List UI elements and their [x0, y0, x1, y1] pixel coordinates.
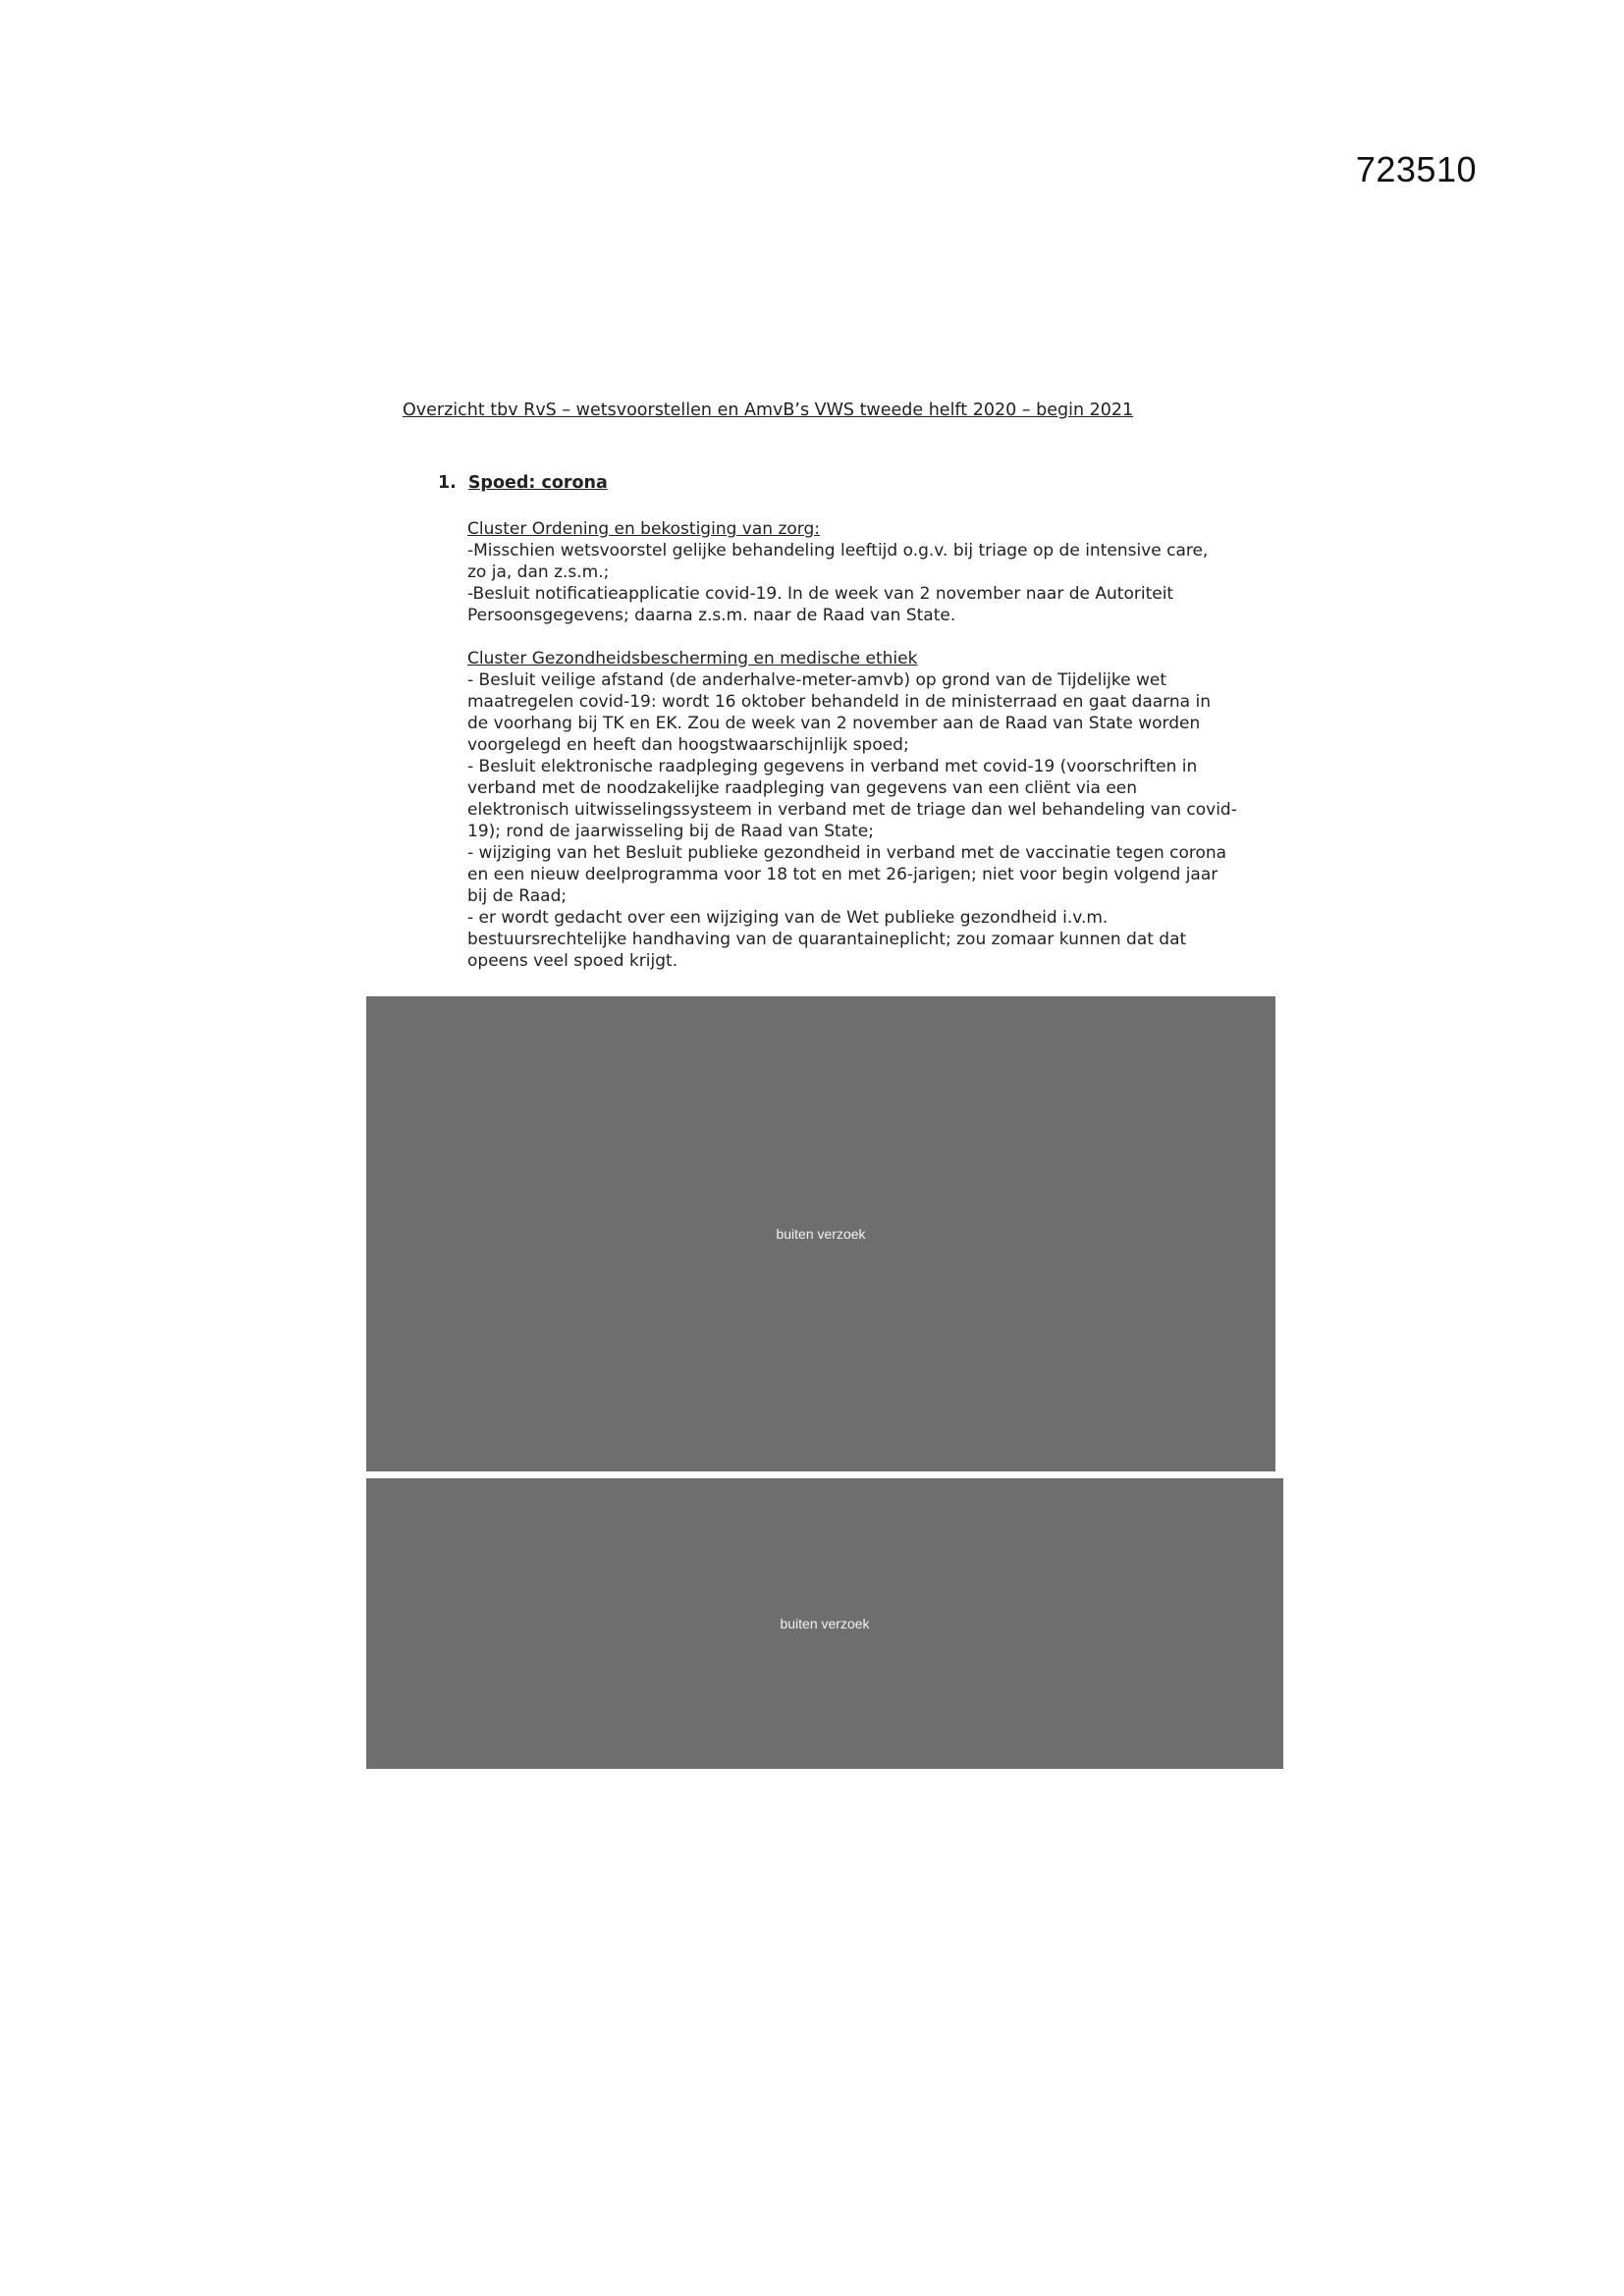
cluster-line: zo ja, dan z.s.m.; [467, 562, 610, 582]
document-title: Overzicht tbv RvS – wetsvoorstellen en AmvB’s VWS tweede helft 2020 – begin 2021 [403, 400, 1134, 420]
cluster-line: -Besluit notificatieapplicatie covid-19. In de week van 2 november naar de Autoriteit [467, 584, 1174, 604]
cluster-gezondheidsbescherming [467, 648, 1247, 972]
cluster-line: - er wordt gedacht over een wijziging van de Wet publieke gezondheid i.v.m. [467, 908, 1109, 928]
cluster-line: - Besluit elektronische raadpleging gegevens in verband met covid-19 (voorschriften in [467, 757, 1198, 776]
cluster-heading: Cluster Gezondheidsbescherming en medische ethiek [467, 649, 918, 668]
cluster-line: - Besluit veilige afstand (de anderhalve-meter-amvb) op grond van de Tijdelijke wet [467, 670, 1167, 690]
cluster-line: Persoonsgegevens; daarna z.s.m. naar de Raad van State. [467, 606, 956, 625]
cluster-line: -Misschien wetsvoorstel gelijke behandeling leeftijd o.g.v. bij triage op de intensive care, [467, 541, 1209, 561]
section-title: Spoed: corona [467, 473, 608, 493]
redaction-label: buiten verzoek [780, 1616, 870, 1631]
document-number: 723510 [1355, 149, 1477, 189]
section-spoed-corona [432, 473, 1247, 972]
cluster-ordening-bekostiging [467, 518, 1247, 626]
cluster-line: - wijziging van het Besluit publieke gezondheid in verband met de vaccinatie tegen corona [467, 843, 1227, 863]
redaction-label: buiten verzoek [776, 1226, 866, 1242]
redaction-block [366, 1478, 1283, 1769]
cluster-line: maatregelen covid-19: wordt 16 oktober behandeld in de ministerraad en gaat daarna in [467, 692, 1211, 712]
cluster-heading: Cluster Ordening en bekostiging van zorg: [467, 519, 820, 539]
section-number: 1. [438, 473, 457, 493]
cluster-line: opeens veel spoed krijgt. [467, 951, 678, 971]
section-heading [438, 473, 1247, 493]
cluster-line: bestuursrechtelijke handhaving van de quarantaineplicht; zou zomaar kunnen dat dat [467, 930, 1187, 949]
cluster-line: elektronisch uitwisselingssysteem in verband met de triage dan wel behandeling van covid- [467, 800, 1237, 820]
cluster-line: verband met de noodzakelijke raadpleging van gegevens van een cliënt via een [467, 778, 1138, 798]
cluster-line: 19); rond de jaarwisseling bij de Raad van State; [467, 822, 874, 841]
cluster-line: de voorhang bij TK en EK. Zou de week van 2 november aan de Raad van State worden [467, 714, 1201, 733]
cluster-line: en een nieuw deelprogramma voor 18 tot en met 26-jarigen; niet voor begin volgend jaar [467, 865, 1218, 884]
cluster-line: bij de Raad; [467, 886, 568, 906]
redaction-block [366, 996, 1275, 1471]
cluster-line: voorgelegd en heeft dan hoogstwaarschijnlijk spoed; [467, 735, 909, 755]
